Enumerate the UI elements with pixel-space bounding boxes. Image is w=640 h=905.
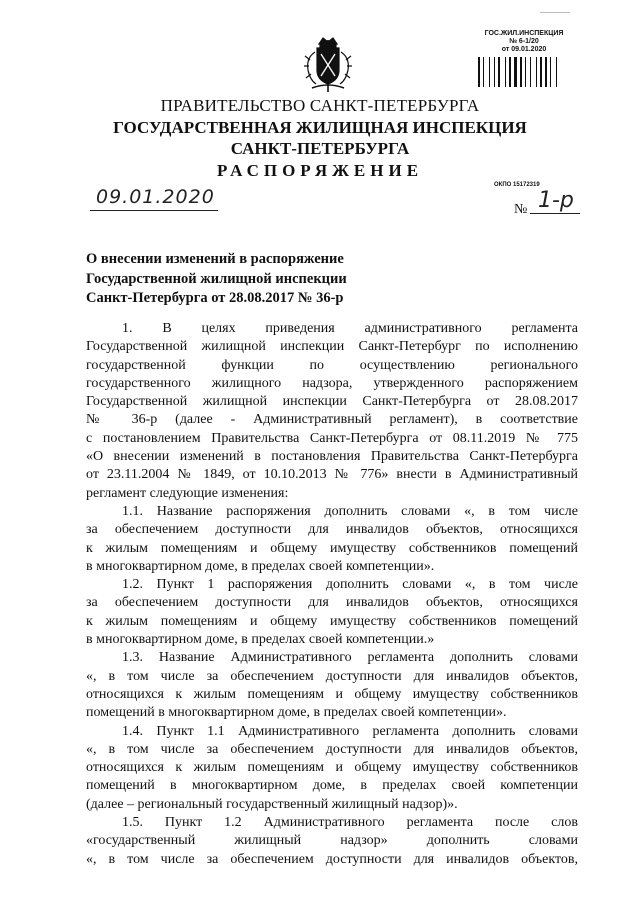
body-text-line: 1. В целях приведения административного регламента [122,321,578,336]
barcode-bar [540,57,542,87]
barcode-bar [558,57,560,87]
barcode-bar [520,57,522,87]
number-label: № [514,202,528,217]
subject-line: Санкт-Петербурга от 28.08.2017 № 36-р [86,290,344,306]
barcode-bar [509,57,511,87]
body-text-line: в многоквартирном доме, в пределах своей компетенции.» [86,632,435,648]
body-text-line: Государственной жилищной инспекции Санкт-Петербурга от 28.08.2017 [86,394,578,410]
body-text-line: относящихся к жилым помещениям и общему имуществу собственников [86,686,578,702]
subject-line: О внесении изменений в распоряжение [86,251,344,267]
barcode-bar [514,57,517,87]
city-title: САНКТ-ПЕТЕРБУРГА [230,139,410,158]
body-text-line: «, в том числе за обеспечением доступности для инвалидов объектов, [86,851,578,867]
barcode-bar [527,57,529,87]
government-title: ПРАВИТЕЛЬСТВО САНКТ-ПЕТЕРБУРГА [160,96,480,115]
subject-line: Государственной жилищной инспекции [86,270,347,287]
barcode-bar [538,57,539,87]
body-text-line: за обеспечением доступности для инвалидов объектов, относящихся [86,522,578,538]
barcode-bar [525,57,526,87]
body-text-line: относящихся к жилым помещениям и общему имуществу собственников [86,760,578,776]
barcode-bar [496,57,497,87]
body-text-line: «, в том числе за обеспечением доступности для инвалидов объектов, [86,668,578,684]
barcode-bar [543,57,544,87]
barcode-bar [489,57,490,87]
scan-mark [540,12,570,13]
barcode-bar [478,57,480,87]
body-text-line: 1.1. Название распоряжения дополнить словами «, в том числе [122,503,578,519]
body-text-line: «О внесении изменений в постановления Правительства Санкт-Петербурга [86,449,578,465]
barcode-bar [552,57,555,87]
body-text-line: от 23.11.2004 № 1849, от 10.10.2013 № 776» внести в Административный [86,467,578,483]
barcode-bar [494,57,495,87]
barcode-bar [501,57,504,87]
document-type-title: РАСПОРЯЖЕНИЕ [216,161,424,180]
body-text-line: Государственной жилищной инспекции Санкт-Петербург по исполнению [86,339,578,355]
document-subject [86,250,446,309]
stamp-line-2: № 6-1/20 [509,38,539,45]
body-text-line: регламент следующие изменения: [86,485,289,501]
stamp-line-1: ГОС.ЖИЛ.ИНСПЕКЦИЯ [484,30,564,37]
document-body [86,320,578,869]
body-text-line: 1.5. Пункт 1.2 Административного регламента после слов [122,815,578,831]
body-text-line: с постановлением Правительства Санкт-Петербурга от 08.11.2019 № 775 [86,430,578,446]
barcode-bar [491,57,493,87]
body-text-line: помещений в многоквартирном доме, в пределах своей компетенции». [86,705,507,721]
body-text-line: к жилым помещениям и общему имуществу собственников помещений [86,540,578,556]
barcode-bar [512,57,513,87]
barcode-bar [485,57,488,87]
barcode-bar [483,57,484,87]
body-text-line: «государственный жилищный надзор» дополнить словами [86,833,578,849]
body-text-line: за обеспечением доступности для инвалидов объектов, относящихся [86,595,578,611]
barcode-bar [545,57,547,87]
registration-stamp [474,30,574,87]
handwritten-date: 09.01.2020 [96,186,215,208]
barcode-bar [536,57,537,87]
handwritten-number: 1-р [538,188,574,213]
barcode-bar [550,57,551,87]
barcode-bar [556,57,557,87]
body-text-line: к жилым помещениям и общему имуществу собственников помещений [86,613,578,629]
barcode-bar [523,57,524,87]
barcode-bar [505,57,506,87]
body-text-line: 1.2. Пункт 1 распоряжения дополнить словами «, в том числе [122,577,578,593]
body-text-line: государственной функции по осуществлению регионального [86,357,578,373]
barcode-bar [548,57,549,87]
body-text-line: помещений в многоквартирном доме, в пределах своей компетенции [86,778,578,794]
number-underline [530,213,580,214]
body-text-line: государственного жилищного надзора, утвержденного распоряжением [86,375,578,391]
stamp-line-3: от 09.01.2020 [501,46,547,53]
body-text-line: (далее – региональный государственный жилищный надзор)». [86,796,458,812]
body-text-line: 1.3. Название Административного регламента дополнить словами [122,650,578,666]
body-text-line: в многоквартирном доме, в пределах своей компетенции». [86,558,435,574]
body-text-line: № 36-р (далее - Административный регламент), в соответствие [86,412,578,428]
barcode-bar [498,57,500,87]
barcode-bar [481,57,482,87]
okpo-code: ОКПО 15172319 [494,182,540,188]
barcode-bar [518,57,519,87]
barcode-bar [532,57,535,87]
coat-of-arms-icon [302,36,354,94]
date-underline [90,210,218,211]
barcode-icon [478,57,570,87]
barcode-bar [507,57,508,87]
inspection-title: ГОСУДАРСТВЕННАЯ ЖИЛИЩНАЯ ИНСПЕКЦИЯ [113,118,527,137]
body-text-line: «, в том числе за обеспечением доступности для инвалидов объектов, [86,741,578,757]
barcode-bar [530,57,531,87]
body-text-line: 1.4. Пункт 1.1 Административного регламента дополнить словами [122,723,578,739]
